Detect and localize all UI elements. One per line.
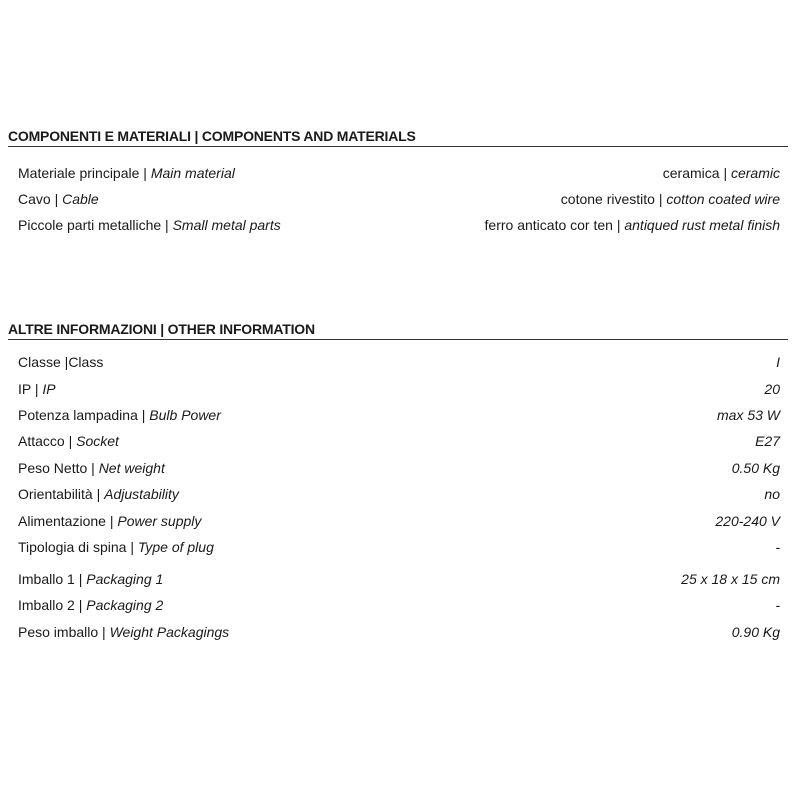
spec-value: 20 — [764, 381, 780, 397]
spec-label: Imballo 2 | Packaging 2 — [18, 597, 164, 613]
spec-value: - — [775, 597, 780, 613]
spec-value: I — [776, 354, 780, 370]
spec-row-weight-packagings — [18, 621, 780, 643]
spec-label: Attacco | Socket — [18, 433, 119, 449]
spec-row-class — [18, 351, 780, 373]
spec-label: Imballo 1 | Packaging 1 — [18, 571, 164, 587]
spec-row-packaging-2 — [18, 594, 780, 616]
spec-value: - — [775, 539, 780, 555]
spec-row-ip — [18, 378, 780, 400]
spec-label: Tipologia di spina | Type of plug — [18, 539, 214, 555]
spec-value: 220-240 V — [715, 513, 780, 529]
components-title: COMPONENTI E MATERIALI | COMPONENTS AND MATERIALS — [8, 128, 788, 147]
spec-row-packaging-1 — [18, 568, 780, 590]
spec-label: Piccole parti metalliche | Small metal parts — [18, 217, 281, 233]
spec-label: Peso imballo | Weight Packagings — [18, 624, 230, 640]
spec-label: Classe |Class — [18, 354, 104, 370]
spec-label: Orientabilità | Adjustability — [18, 486, 179, 502]
spec-value: cotone rivestito | cotton coated wire — [560, 191, 780, 207]
spec-row-socket — [18, 430, 780, 452]
spec-row-cable — [18, 188, 780, 210]
spec-row-adjustability — [18, 483, 780, 505]
spec-row-net-weight — [18, 457, 780, 479]
spec-label: Alimentazione | Power supply — [18, 513, 202, 529]
spec-value: 25 x 18 x 15 cm — [681, 571, 780, 587]
spec-value: ceramica | ceramic — [662, 165, 780, 181]
spec-row-power-supply — [18, 510, 780, 532]
spec-value: no — [764, 486, 780, 502]
spec-row-small-metal-parts — [18, 214, 780, 236]
spec-value: E27 — [755, 433, 780, 449]
spec-value: 0.50 Kg — [731, 460, 780, 476]
spec-row-main-material — [18, 162, 780, 184]
spec-value: 0.90 Kg — [731, 624, 780, 640]
spec-label: IP | IP — [18, 381, 56, 397]
other-info-title: ALTRE INFORMAZIONI | OTHER INFORMATION — [8, 321, 788, 340]
spec-label: Materiale principale | Main material — [18, 165, 235, 181]
spec-value: ferro anticato cor ten | antiqued rust metal finish — [484, 217, 780, 233]
spec-value: max 53 W — [716, 407, 780, 423]
spec-label: Cavo | Cable — [18, 191, 99, 207]
spec-row-type-of-plug — [18, 536, 780, 558]
spec-label: Potenza lampadina | Bulb Power — [18, 407, 221, 423]
spec-label: Peso Netto | Net weight — [18, 460, 165, 476]
spec-row-bulb-power — [18, 404, 780, 426]
